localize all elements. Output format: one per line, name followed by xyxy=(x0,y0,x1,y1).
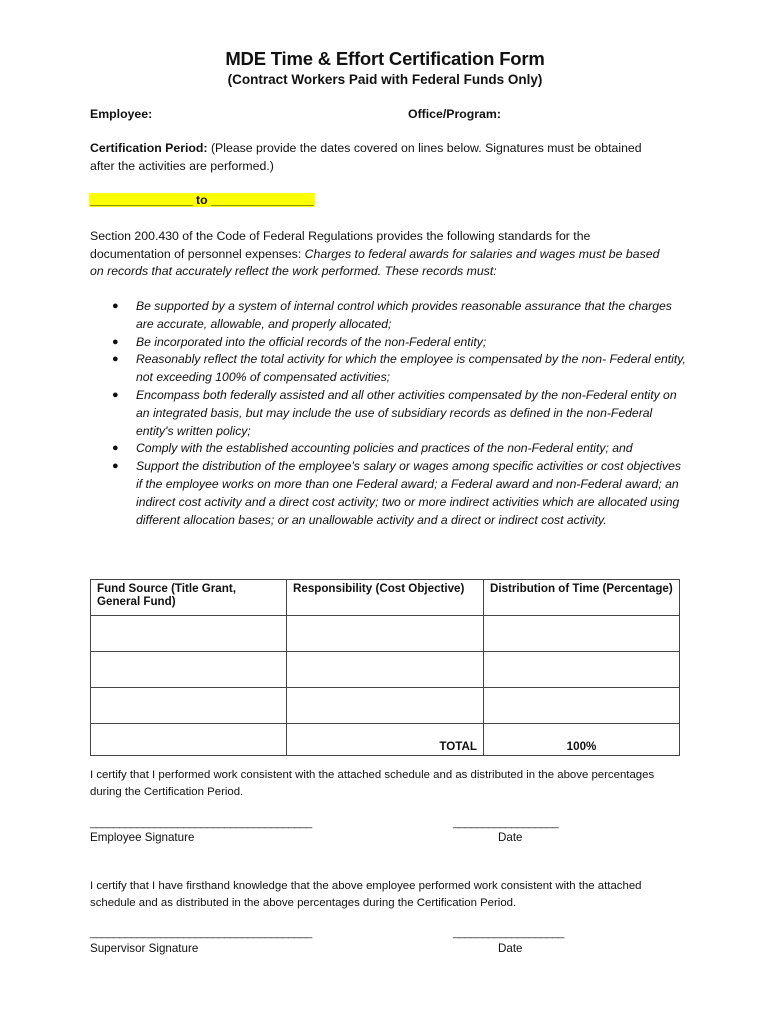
distribution-cell[interactable] xyxy=(484,688,680,724)
total-value: 100% xyxy=(484,724,680,756)
employee-date-line[interactable]: __________________ xyxy=(453,817,559,829)
bullet-icon: ● xyxy=(112,335,119,348)
bullet-icon: ● xyxy=(112,353,119,366)
bullet-icon: ● xyxy=(112,460,119,473)
list-item: ● Be incorporated into the official records of the non-Federal entity; xyxy=(112,334,687,352)
bullet-icon: ● xyxy=(112,388,119,401)
list-item: ● Support the distribution of the employee's salary or wages among specific activities or cost objectives if the employee works on more than one Federal award; a Federal award and non-Federal award; an indirect cost activity and a direct cost activity; two or more indirect activities which are allocated using different allocation bases; or an unallowable activity and a direct or indirect cost activity. xyxy=(112,459,681,527)
date-range-line: _______________ to _______________ xyxy=(90,193,314,207)
employee-signature-line[interactable]: ______________________________________ xyxy=(90,817,312,829)
section-line-2-italic: Charges to federal awards for salaries and wages must be based xyxy=(304,246,660,261)
standards-list xyxy=(112,298,687,529)
table-row xyxy=(91,616,680,652)
certification-period-label: Certification Period: xyxy=(90,141,208,155)
fund-source-cell[interactable] xyxy=(91,616,287,652)
table-header-row xyxy=(91,580,680,616)
section-line-2: documentation of personnel expenses: xyxy=(90,246,305,261)
header-responsibility: Responsibility (Cost Objective) xyxy=(287,580,484,616)
supervisor-date-line[interactable]: ___________________ xyxy=(453,927,564,939)
total-spacer-cell xyxy=(91,724,287,756)
responsibility-cell[interactable] xyxy=(287,616,484,652)
table-row xyxy=(91,652,680,688)
list-item: ● Comply with the established accounting policies and practices of the non-Federal entity; and xyxy=(112,440,687,458)
table-total-row xyxy=(91,724,680,756)
distribution-cell[interactable] xyxy=(484,652,680,688)
section-200-430-text xyxy=(90,228,690,281)
allocation-table xyxy=(90,579,680,756)
table-row xyxy=(91,688,680,724)
list-item: ● Be supported by a system of internal control which provides reasonable assurance that the charges are accurate, allowable, and properly allocated; xyxy=(112,299,672,331)
list-item: ● Encompass both federally assisted and all other activities compensated by the non-Federal entity on an integrated basis, but may include the use of subsidiary records as defined in the non-Federal entity's written policy; xyxy=(112,387,677,438)
supervisor-signature-line[interactable]: ______________________________________ xyxy=(90,927,312,939)
responsibility-cell[interactable] xyxy=(287,652,484,688)
date-range-field[interactable] xyxy=(89,192,315,210)
bullet-icon: ● xyxy=(112,300,119,312)
bullet-icon: ● xyxy=(112,442,119,455)
fund-source-cell[interactable] xyxy=(91,688,287,724)
supervisor-date-label: Date xyxy=(498,942,523,955)
supervisor-certification-text: I certify that I have firsthand knowledge that the above employee performed work consistent with the attached schedule and as distributed in the above percentages during the Certification Period. xyxy=(90,880,642,909)
total-label: TOTAL xyxy=(287,724,484,756)
employee-certification-text: I certify that I performed work consistent with the attached schedule and as distributed in the above percentages during the Certification Period. xyxy=(90,769,655,798)
section-line-3-italic: on records that accurately reflect the work performed. These records must: xyxy=(90,264,497,278)
certification-period-instructions: (Please provide the dates covered on lines below. Signatures must be obtained xyxy=(207,141,642,155)
header-distribution: Distribution of Time (Percentage) xyxy=(484,580,680,616)
distribution-cell[interactable] xyxy=(484,616,680,652)
fund-source-cell[interactable] xyxy=(91,652,287,688)
page-title: MDE Time & Effort Certification Form xyxy=(225,48,545,69)
employee-date-label: Date xyxy=(498,831,523,844)
office-program-label: Office/Program: xyxy=(408,107,501,121)
certification-period-instructions-cont: after the activities are performed.) xyxy=(90,158,274,173)
list-item: ● Reasonably reflect the total activity for which the employee is compensated by the non- Federal entity, not exceeding 100% of compensated activities; xyxy=(112,352,686,385)
certification-period-text xyxy=(90,140,690,175)
page-subtitle: (Contract Workers Paid with Federal Funds Only) xyxy=(227,72,543,87)
employee-label: Employee: xyxy=(90,107,153,121)
employee-signature-label: Employee Signature xyxy=(90,831,195,844)
responsibility-cell[interactable] xyxy=(287,688,484,724)
supervisor-signature-label: Supervisor Signature xyxy=(90,942,199,955)
header-fund-source: Fund Source (Title Grant, General Fund) xyxy=(91,580,287,616)
section-line-1: Section 200.430 of the Code of Federal Regulations provides the following standards for the xyxy=(90,229,591,243)
